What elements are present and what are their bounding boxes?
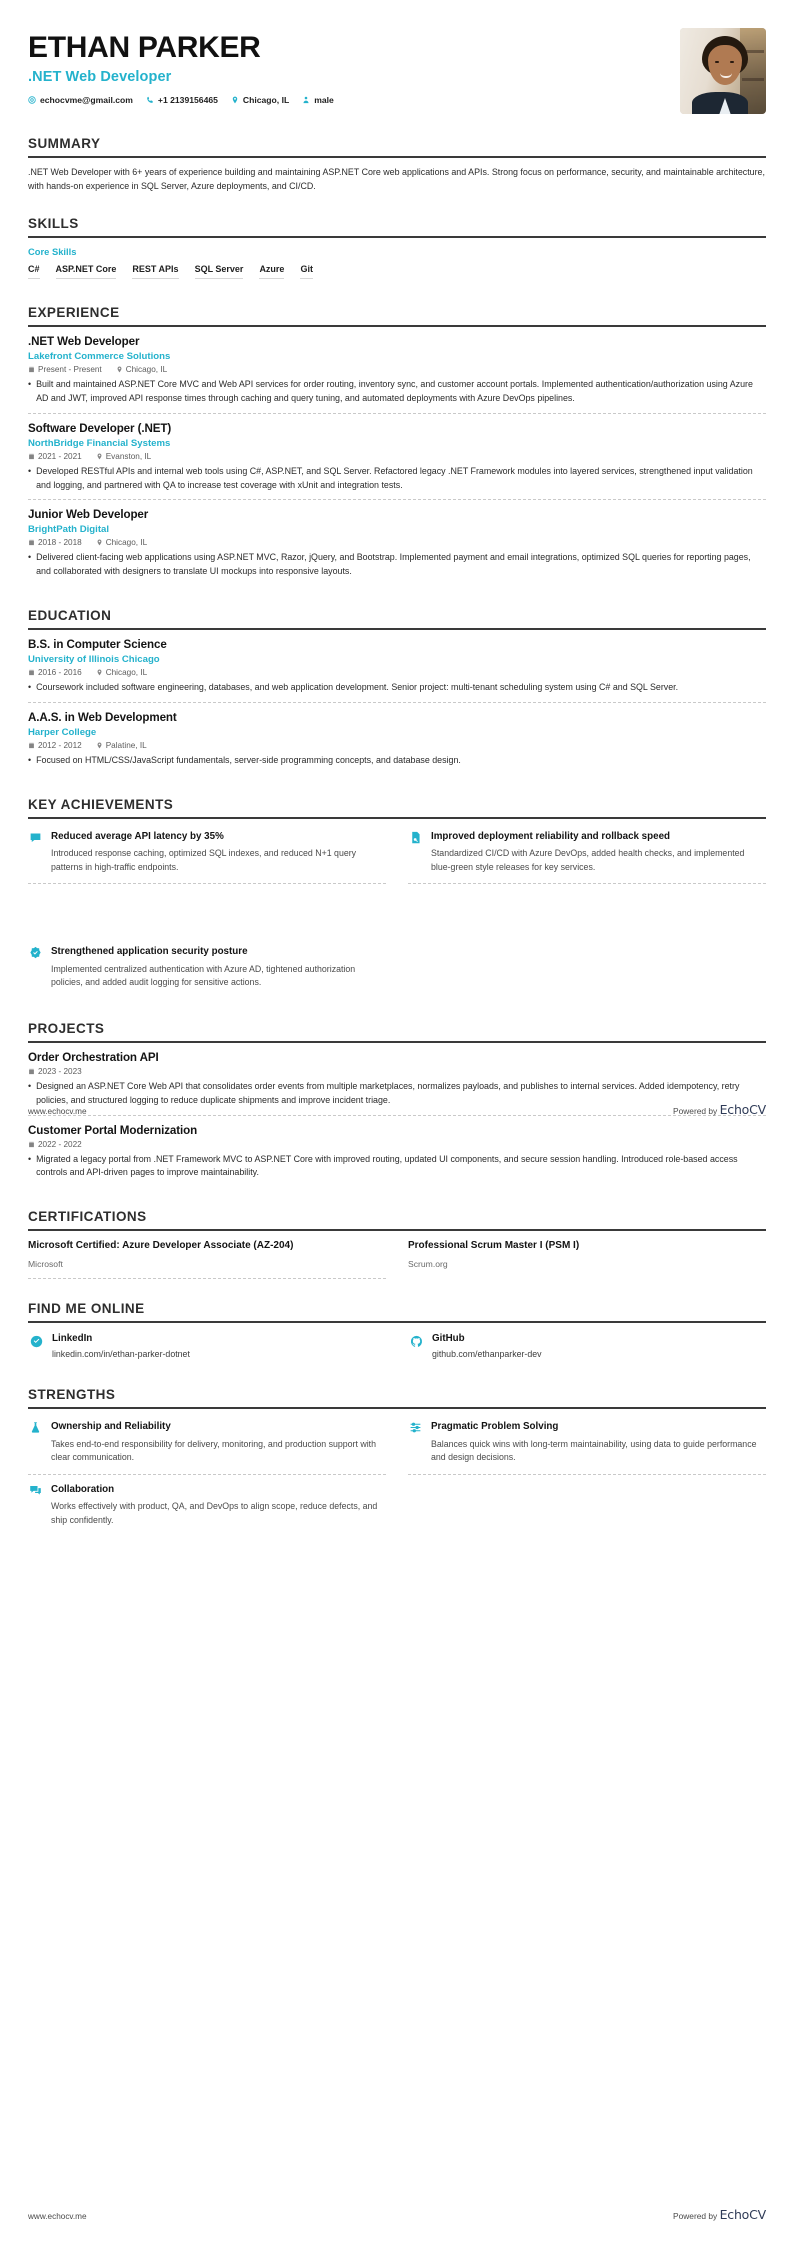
person-icon xyxy=(302,96,310,104)
entry-dates xyxy=(28,1140,82,1149)
link-url[interactable]: linkedin.com/in/ethan-parker-dotnet xyxy=(52,1349,190,1360)
flask-icon xyxy=(28,1420,43,1435)
bullet-item xyxy=(28,1153,766,1181)
contact-gender-value: male xyxy=(314,94,334,105)
entry-dates xyxy=(28,741,82,750)
achievement-divider xyxy=(28,883,386,884)
bullet-text: Designed an ASP.NET Core Web API that consolidates order events from multiple marketplaces, normalizes payloads, and publishes to internal services. Added idempotency, retry policies, and structured logging to reduce duplicate shipments and improve incident triage. xyxy=(36,1081,740,1105)
achievement-card xyxy=(408,827,766,883)
strength-title: Ownership and Reliability xyxy=(51,1421,171,1433)
section-experience xyxy=(28,305,766,586)
contact-email-value: echocvme@gmail.com xyxy=(40,94,133,105)
section-key-achievements xyxy=(28,797,766,999)
achievement-column-left-2 xyxy=(28,942,386,998)
contact-location-value: Chicago, IL xyxy=(242,94,290,105)
entry-organization: Lakefront Commerce Solutions xyxy=(28,351,171,363)
bullet-item xyxy=(28,378,766,406)
sliders-icon xyxy=(408,1420,423,1435)
entry-meta xyxy=(28,668,766,677)
entry-dates-value: 2012 - 2012 xyxy=(38,740,82,750)
bullet-dot: • xyxy=(28,1153,32,1164)
section-heading-experience: EXPERIENCE xyxy=(28,304,120,320)
calendar-icon xyxy=(28,742,35,749)
entry-organization: Harper College xyxy=(28,726,97,738)
strength-desc: Takes end-to-end responsibility for delivery, monitoring, and production support with clear communication. xyxy=(51,1438,377,1463)
entry-bullets xyxy=(28,551,766,579)
certification-divider xyxy=(28,1278,386,1279)
entry-location-value: Chicago, IL xyxy=(105,668,148,678)
contact-email[interactable] xyxy=(28,95,133,105)
linkedin-icon xyxy=(28,1333,44,1349)
bullet-item xyxy=(28,551,766,579)
entry-title: .NET Web Developer xyxy=(28,335,140,349)
entry-location xyxy=(96,741,147,750)
entry-location-value: Palatine, IL xyxy=(105,740,147,750)
bullet-text: Coursework included software engineering, databases, and web application development. Senior project: multi-tenant scheduling system using C# and SQL Server. xyxy=(36,682,679,693)
achievement-desc: Implemented centralized authentication with Azure AD, tightened authorization policies, and added audit logging for sensitive actions. xyxy=(51,963,356,988)
location-pin-icon xyxy=(96,742,103,749)
bullet-text: Migrated a legacy portal from .NET Framework MVC to ASP.NET Core with improved routing, updated UI components, and secure session handling. Introduced role-based access controls and API-driven pages to improve maintainability. xyxy=(36,1153,738,1178)
entry-meta xyxy=(28,1140,766,1149)
strength-card xyxy=(408,1417,766,1473)
strength-divider xyxy=(408,1474,766,1475)
achievement-column-right-2 xyxy=(408,942,766,998)
bullet-text: Developed RESTful APIs and internal web tools using C#, ASP.NET, and SQL Server. Refactored legacy .NET Framework modules into layered services, strengthened input validation and logging, and partnered with QA to increase test coverage with xUnit and integration tests. xyxy=(36,465,753,490)
entry-location-value: Evanston, IL xyxy=(105,451,152,461)
bullet-text: Delivered client-facing web applications using ASP.NET MVC, Razor, jQuery, and Bootstrap. Implemented payment and email integrations, optimized SQL queries for reporting pages, and collaborated with designers to translate UI mockups into responsive layouts. xyxy=(36,552,751,577)
section-certifications xyxy=(28,1209,766,1279)
achievement-title: Improved deployment reliability and rollback speed xyxy=(431,830,671,842)
skill-chip: Azure xyxy=(259,264,284,279)
achievement-column-left xyxy=(28,827,386,884)
bullet-dot: • xyxy=(28,552,32,563)
footer-brand: EchoCV xyxy=(719,1102,766,1117)
strength-card xyxy=(28,1475,386,1536)
entry-location-value: Chicago, IL xyxy=(125,365,168,375)
entry-dates xyxy=(28,538,82,547)
footer-brand: EchoCV xyxy=(719,2207,766,2222)
skill-chip: Git xyxy=(300,264,313,279)
entry-title: Customer Portal Modernization xyxy=(28,1123,198,1137)
entry-bullets xyxy=(28,681,766,695)
section-divider xyxy=(28,817,766,819)
bullet-item xyxy=(28,465,766,493)
link-url[interactable]: github.com/ethanparker-dev xyxy=(432,1349,542,1360)
avatar xyxy=(680,28,766,114)
section-heading-education: EDUCATION xyxy=(28,607,112,623)
certification-title: Professional Scrum Master I (PSM I) xyxy=(408,1240,580,1252)
section-heading-find-me-online: FIND ME ONLINE xyxy=(28,1300,145,1316)
achievement-column-right xyxy=(408,827,766,884)
project-entry xyxy=(28,1115,766,1188)
footer-website[interactable]: www.echocv.me xyxy=(28,2212,87,2221)
achievement-desc: Standardized CI/CD with Azure DevOps, added health checks, and implemented blue-green style releases for key services. xyxy=(431,848,745,872)
achievement-divider xyxy=(408,883,766,884)
skill-chip: SQL Server xyxy=(195,264,244,279)
achievement-card xyxy=(28,827,386,883)
contact-row xyxy=(28,95,334,105)
link-linkedin[interactable] xyxy=(28,1331,386,1365)
calendar-icon xyxy=(28,1068,35,1075)
page-footer-1 xyxy=(28,1102,766,1117)
location-pin-icon xyxy=(96,453,103,460)
bullet-dot: • xyxy=(28,682,32,693)
entry-location xyxy=(96,538,147,547)
section-heading-key-achievements: KEY ACHIEVEMENTS xyxy=(28,796,174,812)
certification-item xyxy=(28,1239,386,1278)
certification-item xyxy=(408,1239,766,1278)
location-pin-icon xyxy=(231,96,239,104)
skill-chip-list xyxy=(28,264,766,283)
certification-title: Microsoft Certified: Azure Developer Associate (AZ-204) xyxy=(28,1240,294,1252)
entry-dates xyxy=(28,452,82,461)
skill-group-name: Core Skills xyxy=(28,245,77,257)
entry-dates-value: 2023 - 2023 xyxy=(38,1067,82,1077)
achievement-grid xyxy=(28,827,766,884)
location-pin-icon xyxy=(96,669,103,676)
bullet-dot: • xyxy=(28,1081,32,1092)
footer-powered-prefix: Powered by xyxy=(673,2211,718,2221)
header-left xyxy=(28,28,334,105)
speech-bubble-icon xyxy=(28,830,43,845)
entry-bullets xyxy=(28,754,766,768)
bullet-item xyxy=(28,681,766,695)
section-heading-summary: SUMMARY xyxy=(28,136,101,151)
contact-gender xyxy=(302,95,334,105)
entry-meta xyxy=(28,452,766,461)
education-entry xyxy=(28,702,766,775)
footer-powered-prefix: Powered by xyxy=(673,1106,718,1116)
entry-bullets xyxy=(28,378,766,406)
strength-title: Pragmatic Problem Solving xyxy=(431,1421,559,1433)
section-strengths xyxy=(28,1387,766,1536)
section-divider xyxy=(28,1407,766,1409)
contact-phone[interactable] xyxy=(146,95,218,105)
calendar-icon xyxy=(28,539,35,546)
job-title: .NET Web Developer xyxy=(28,68,172,85)
entry-dates-value: 2022 - 2022 xyxy=(38,1139,82,1149)
section-skills xyxy=(28,216,766,283)
experience-entry xyxy=(28,413,766,500)
entry-meta xyxy=(28,1067,766,1076)
entry-organization: University of Illinois Chicago xyxy=(28,654,160,666)
entry-meta xyxy=(28,365,766,374)
footer-powered-by xyxy=(673,1102,766,1117)
entry-title: A.A.S. in Web Development xyxy=(28,710,177,724)
entry-dates-value: Present - Present xyxy=(38,365,102,375)
footer-powered-by xyxy=(673,2207,766,2222)
calendar-icon xyxy=(28,453,35,460)
section-divider xyxy=(28,236,766,238)
strength-card xyxy=(28,1417,386,1473)
certification-column-right xyxy=(408,1239,766,1279)
bullet-dot: • xyxy=(28,754,32,765)
section-divider xyxy=(28,1321,766,1323)
entry-location xyxy=(96,668,147,677)
github-icon xyxy=(408,1333,424,1349)
badge-check-icon xyxy=(28,945,43,960)
entry-location xyxy=(96,452,152,461)
entry-bullets xyxy=(28,465,766,493)
bullet-text: Focused on HTML/CSS/JavaScript fundamentals, server-side programming concepts, and database design. xyxy=(36,754,461,765)
document-search-icon xyxy=(408,830,423,845)
section-divider xyxy=(28,1041,766,1043)
entry-dates-value: 2021 - 2021 xyxy=(38,451,82,461)
experience-entry xyxy=(28,499,766,586)
bullet-item xyxy=(28,754,766,768)
achievement-title: Reduced average API latency by 35% xyxy=(51,830,224,842)
calendar-icon xyxy=(28,669,35,676)
phone-icon xyxy=(146,96,154,104)
achievement-title: Strengthened application security posture xyxy=(51,946,248,958)
link-github[interactable] xyxy=(408,1331,766,1365)
section-heading-strengths: STRENGTHS xyxy=(28,1387,116,1403)
achievement-grid-continued xyxy=(28,942,766,998)
section-divider xyxy=(28,1229,766,1231)
entry-title: Order Orchestration API xyxy=(28,1051,159,1065)
entry-bullets xyxy=(28,1153,766,1181)
section-divider xyxy=(28,628,766,630)
strength-column-left xyxy=(28,1417,386,1536)
bullet-dot: • xyxy=(28,379,32,390)
entry-dates xyxy=(28,1067,82,1076)
entry-organization: BrightPath Digital xyxy=(28,524,110,536)
page-title: ETHAN PARKER xyxy=(28,31,261,64)
skill-chip: C# xyxy=(28,264,40,279)
entry-meta xyxy=(28,538,766,547)
page-break-gap xyxy=(28,884,766,942)
education-entry xyxy=(28,638,766,702)
certifications-grid xyxy=(28,1239,766,1279)
skill-group xyxy=(28,246,766,283)
entry-dates xyxy=(28,365,102,374)
strength-desc: Balances quick wins with long-term maintainability, using data to guide performance and design decisions. xyxy=(431,1438,757,1463)
calendar-icon xyxy=(28,1141,35,1148)
section-heading-skills: SKILLS xyxy=(28,215,79,231)
entry-location-value: Chicago, IL xyxy=(105,538,148,548)
bullet-dot: • xyxy=(28,465,32,476)
chat-group-icon xyxy=(28,1483,43,1498)
entry-title: B.S. in Computer Science xyxy=(28,638,167,652)
skill-chip: ASP.NET Core xyxy=(56,264,117,279)
certification-issuer: Microsoft xyxy=(28,1258,63,1269)
section-heading-certifications: CERTIFICATIONS xyxy=(28,1209,147,1225)
skill-chip: REST APIs xyxy=(132,264,178,279)
section-divider xyxy=(28,325,766,327)
section-education xyxy=(28,608,766,775)
bullet-text: Built and maintained ASP.NET Core MVC and Web API services for order routing, inventory sync, and customer account portals. Implemented authentication/authorization using Azure AD and JWT, improved API response times through caching and query tuning, and automated deployments with Azure DevOps pipelines. xyxy=(36,379,753,403)
footer-website[interactable]: www.echocv.me xyxy=(28,1107,87,1116)
certification-issuer: Scrum.org xyxy=(408,1258,448,1269)
contact-location xyxy=(231,95,289,105)
link-label: GitHub xyxy=(432,1333,465,1345)
entry-title: Junior Web Developer xyxy=(28,508,149,522)
entry-title: Software Developer (.NET) xyxy=(28,421,172,435)
entry-location xyxy=(116,365,167,374)
strength-title: Collaboration xyxy=(51,1483,115,1495)
summary-text: .NET Web Developer with 6+ years of experience building and maintaining ASP.NET Core web applications and APIs. Strong focus on performance, security, and maintainable architecture, with hands-on experience in SQL Server, Azure deployments, and CI/CD. xyxy=(28,167,765,191)
entry-dates xyxy=(28,668,82,677)
links-grid xyxy=(28,1331,766,1365)
section-summary xyxy=(28,136,766,194)
page-footer-2 xyxy=(28,2207,766,2222)
certification-column-left xyxy=(28,1239,386,1279)
location-pin-icon xyxy=(96,539,103,546)
calendar-icon xyxy=(28,366,35,373)
entry-dates-value: 2018 - 2018 xyxy=(38,538,82,548)
achievement-card xyxy=(28,942,386,998)
strength-desc: Works effectively with product, QA, and DevOps to align scope, reduce defects, and ship confidently. xyxy=(51,1500,378,1525)
strength-column-right xyxy=(408,1417,766,1536)
entry-meta xyxy=(28,741,766,750)
contact-phone-value: +1 2139156465 xyxy=(157,94,218,105)
strengths-grid xyxy=(28,1417,766,1536)
section-find-me-online xyxy=(28,1301,766,1365)
location-pin-icon xyxy=(116,366,123,373)
link-label: LinkedIn xyxy=(52,1333,93,1345)
experience-entry xyxy=(28,335,766,413)
section-heading-projects: PROJECTS xyxy=(28,1020,105,1036)
achievement-desc: Introduced response caching, optimized SQL indexes, and reduced N+1 query patterns in high-traffic endpoints. xyxy=(51,848,357,872)
resume-header xyxy=(0,0,794,114)
section-divider xyxy=(28,156,766,158)
entry-organization: NorthBridge Financial Systems xyxy=(28,437,171,449)
entry-dates-value: 2016 - 2016 xyxy=(38,668,82,678)
email-icon xyxy=(28,96,36,104)
